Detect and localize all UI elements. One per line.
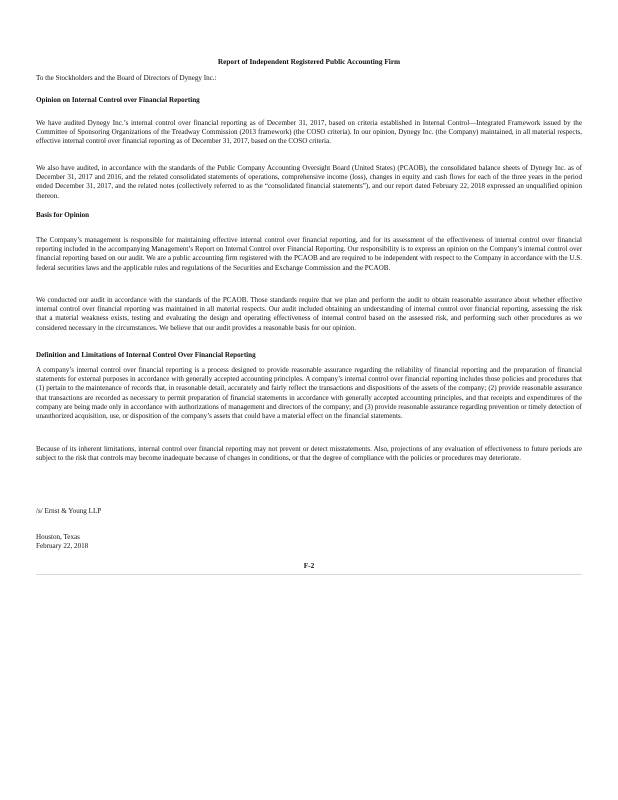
- paragraph-management-responsibility: The Company’s management is responsible for maintaining effective internal control over financial reporting, and for its assessment of the effectiveness of internal control over financial reporting included in the accompanying Management’s Report on Internal Control over Financial Reporting. Our responsibility is to express an opinion on the Company’s internal control over financial reporting based on our audit. We are a public accounting firm registered with the PCAOB and are required to be independent with respect to the Company in accordance with the U.S. federal securities laws and the applicable rules and regulations of the Securities and Exchange Commission and the PCAOB.: [36, 236, 582, 272]
- section-heading-definition: Definition and Limitations of Internal Control Over Financial Reporting: [36, 351, 256, 359]
- paragraph-definition: A company’s internal control over financial reporting is a process designed to provide reasonable assurance regarding the reliability of financial reporting and the preparation of financial statements for external purposes in accordance with generally accepted accounting principles. A company’s internal control over financial reporting includes those policies and procedures that (1) pertain to the maintenance of records that, in reasonable detail, accurately and fairly reflect the transactions and dispositions of the assets of the company; (2) provide reasonable assurance that transactions are recorded as necessary to permit preparation of financial statements in accordance with generally accepted accounting principles, and that receipts and expenditures of the company are being made only in accordance with authorizations of management and directors of the company; and (3) provide reasonable assurance regarding prevention or timely detection of unauthorized acquisition, use, or disposition of the company’s assets that could have a material effect on the financial statements.: [36, 366, 583, 421]
- paragraph-limitations: Because of its inherent limitations, internal control over financial reporting may not prevent or detect misstatements. Also, projections of any evaluation of effectiveness to future periods are subject to the risk that controls may become inadequate because of changes in conditions, or that the degree of compliance with the policies or procedures may deteriorate.: [36, 445, 582, 463]
- page-number: F-2: [303, 561, 315, 570]
- report-date: February 22, 2018: [36, 542, 89, 550]
- report-title: Report of Independent Registered Public Accounting Firm: [217, 57, 401, 66]
- section-heading-opinion: Opinion on Internal Control over Financial Reporting: [36, 96, 200, 104]
- section-heading-basis: Basis for Opinion: [36, 211, 90, 219]
- paragraph-audit-conduct: We conducted our audit in accordance with the standards of the PCAOB. Those standards require that we plan and perform the audit to obtain reasonable assurance about whether effective internal control over financial reporting was maintained in all material respects. Our audit included obtaining an understanding of internal control over financial reporting, assessing the risk that a material weakness exists, testing and evaluating the design and operating effectiveness of internal control based on the assessed risk, and performing such other procedures as we considered necessary in the circumstances. We believe that our audit provides a reasonable basis for our opinion.: [36, 296, 582, 332]
- signature: /s/ Ernst & Young LLP: [36, 507, 102, 515]
- footer-divider: [36, 574, 582, 575]
- location: Houston, Texas: [36, 533, 80, 541]
- salutation: To the Stockholders and the Board of Directors of Dynegy Inc.:: [36, 74, 217, 82]
- paragraph-also-audited: We also have audited, in accordance with the standards of the Public Company Accounting Oversight Board (United States) (PCAOB), the consolidated balance sheets of Dynegy Inc. as of December 31, 2017 and 2016, and the related consolidated statements of operations, comprehensive income (loss), changes in equity and cash flows for each of the three years in the period ended December 31, 2017, and the related notes (collectively referred to as the “consolidated financial statements”), and our report dated February 22, 2018 expressed an unqualified opinion thereon.: [36, 164, 582, 200]
- paragraph-opinion: We have audited Dynegy Inc.’s internal control over financial reporting as of December 31, 2017, based on criteria established in Internal Control—Integrated Framework issued by the Committee of Sponsoring Organizations of the Treadway Commission (2013 framework) (the COSO criteria). In our opinion, Dynegy Inc. (the Company) maintained, in all material respects, effective internal control over financial reporting as of December 31, 2017, based on the COSO criteria.: [36, 119, 582, 146]
